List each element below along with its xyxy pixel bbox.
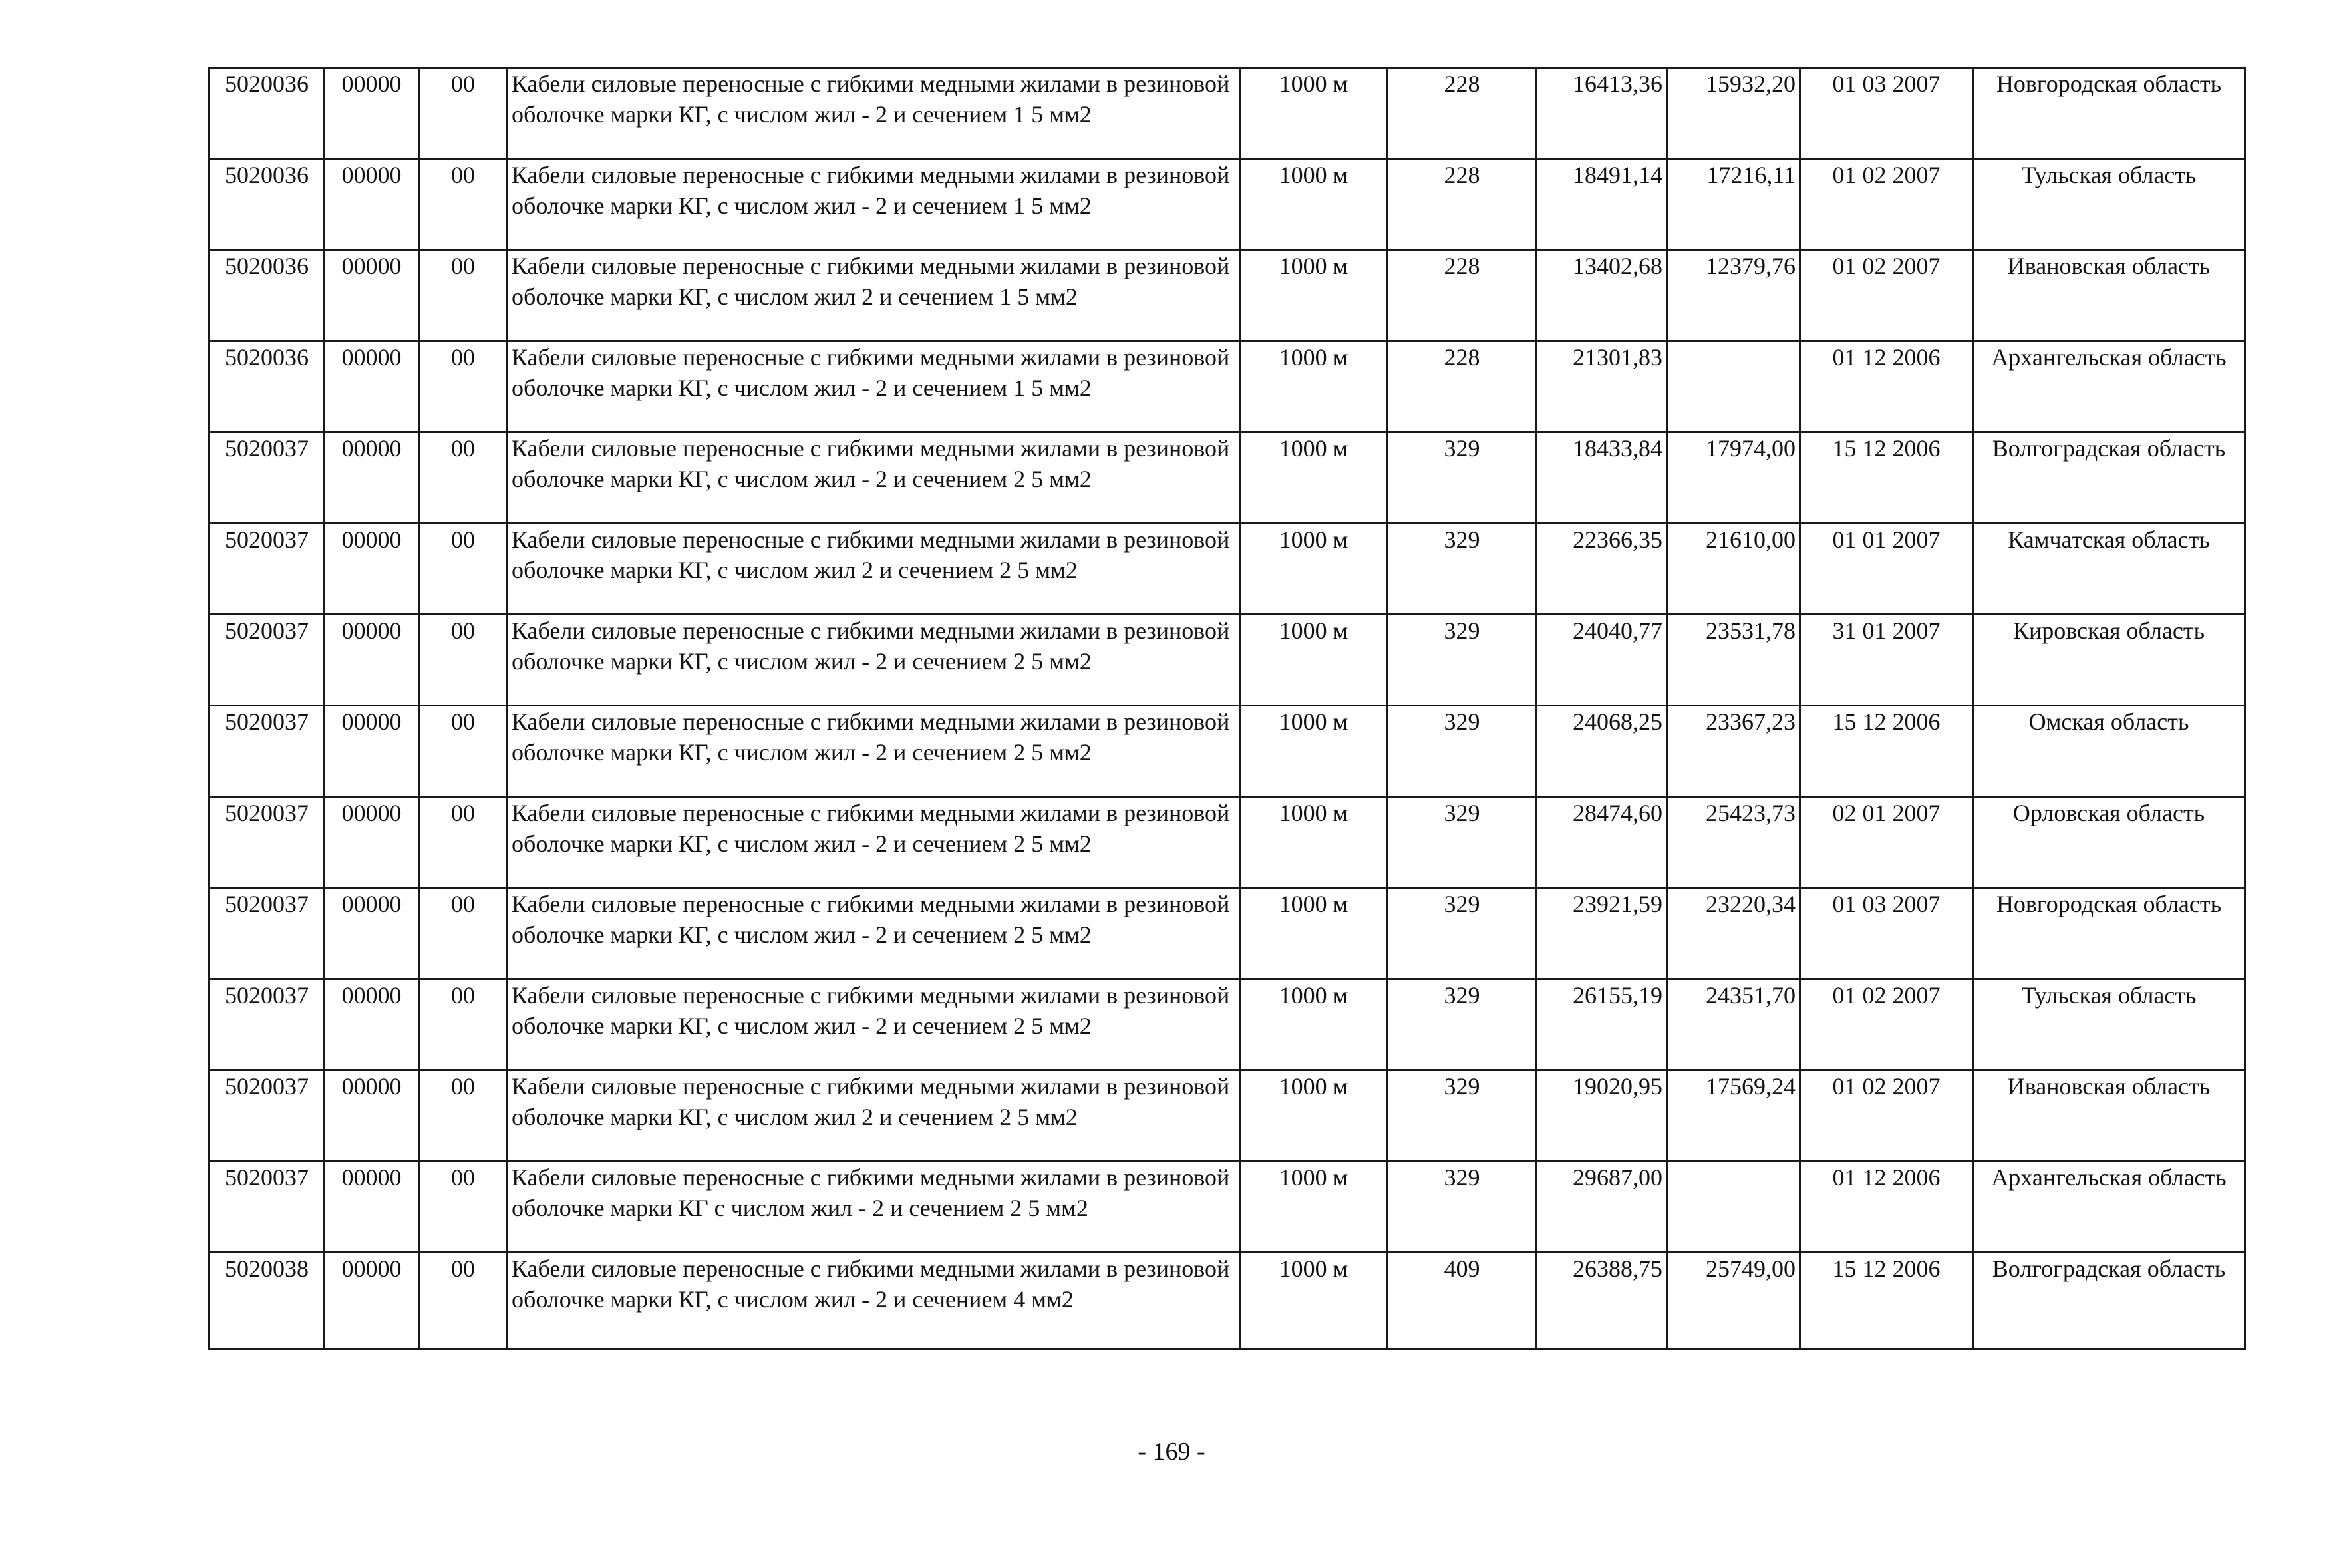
cell-price-1: 21301,83 [1537,341,1667,432]
cell-date: 01 02 2007 [1800,979,1973,1070]
cell-quantity: 329 [1388,797,1537,888]
table-row [210,615,2245,706]
cell-unit: 1000 м [1240,797,1388,888]
cell-code: 5020037 [210,1070,325,1162]
cell-quantity: 329 [1388,888,1537,979]
cell-subcode-2: 00 [419,615,508,706]
cell-date: 01 03 2007 [1800,68,1973,159]
cell-unit: 1000 м [1240,706,1388,797]
cell-unit: 1000 м [1240,159,1388,250]
cell-quantity: 329 [1388,615,1537,706]
cell-code: 5020036 [210,341,325,432]
cell-price-2: 17216,11 [1667,159,1800,250]
cell-product-name: Кабели силовые переносные с гибкими медными жилами в резиновой оболочке марки КГ, с числом жил - 2 и сечением 2 5 мм2 [508,979,1240,1070]
cell-code: 5020037 [210,797,325,888]
table-row [210,1070,2245,1162]
table-row [210,1162,2245,1253]
cell-subcode: 00000 [325,250,419,341]
cell-product-name: Кабели силовые переносные с гибкими медными жилами в резиновой оболочке марки КГ, с числом жил 2 и сечением 1 5 мм2 [508,250,1240,341]
cell-subcode: 00000 [325,615,419,706]
cell-product-name: Кабели силовые переносные с гибкими медными жилами в резиновой оболочке марки КГ, с числом жил - 2 и сечением 2 5 мм2 [508,615,1240,706]
table-row [210,1253,2245,1349]
cell-price-1: 26155,19 [1537,979,1667,1070]
cell-price-2: 15932,20 [1667,68,1800,159]
cell-subcode: 00000 [325,341,419,432]
cell-price-1: 18491,14 [1537,159,1667,250]
table-row [210,341,2245,432]
cell-region: Архангельская область [1973,341,2245,432]
cell-price-2: 23367,23 [1667,706,1800,797]
cell-subcode-2: 00 [419,432,508,524]
cell-product-name: Кабели силовые переносные с гибкими медными жилами в резиновой оболочке марки КГ, с числом жил 2 и сечением 2 5 мм2 [508,524,1240,615]
table-row [210,68,2245,159]
cell-date: 01 02 2007 [1800,1070,1973,1162]
cell-price-1: 23921,59 [1537,888,1667,979]
table-row [210,797,2245,888]
cell-price-2: 12379,76 [1667,250,1800,341]
table-row [210,888,2245,979]
price-table [208,67,2246,1350]
cell-price-1: 24068,25 [1537,706,1667,797]
cell-unit: 1000 м [1240,615,1388,706]
cell-quantity: 409 [1388,1253,1537,1349]
cell-quantity: 228 [1388,159,1537,250]
cell-unit: 1000 м [1240,341,1388,432]
cell-product-name: Кабели силовые переносные с гибкими медными жилами в резиновой оболочке марки КГ, с числом жил - 2 и сечением 2 5 мм2 [508,432,1240,524]
cell-price-1: 26388,75 [1537,1253,1667,1349]
cell-subcode-2: 00 [419,524,508,615]
table-row [210,432,2245,524]
cell-price-1: 29687,00 [1537,1162,1667,1253]
cell-price-1: 16413,36 [1537,68,1667,159]
cell-date: 01 02 2007 [1800,159,1973,250]
cell-subcode-2: 00 [419,797,508,888]
cell-price-2: 25423,73 [1667,797,1800,888]
cell-code: 5020036 [210,68,325,159]
cell-unit: 1000 м [1240,1070,1388,1162]
cell-subcode: 00000 [325,524,419,615]
cell-code: 5020036 [210,250,325,341]
cell-unit: 1000 м [1240,68,1388,159]
cell-product-name: Кабели силовые переносные с гибкими медными жилами в резиновой оболочке марки КГ, с числом жил - 2 и сечением 1 5 мм2 [508,159,1240,250]
cell-subcode-2: 00 [419,1253,508,1349]
cell-code: 5020037 [210,1162,325,1253]
cell-code: 5020037 [210,979,325,1070]
cell-quantity: 329 [1388,1070,1537,1162]
cell-region: Волгоградская область [1973,1253,2245,1349]
cell-code: 5020036 [210,159,325,250]
cell-subcode-2: 00 [419,1070,508,1162]
cell-region: Архангельская область [1973,1162,2245,1253]
cell-price-1: 13402,68 [1537,250,1667,341]
cell-quantity: 228 [1388,341,1537,432]
cell-region: Кировская область [1973,615,2245,706]
cell-region: Камчатская область [1973,524,2245,615]
cell-price-1: 28474,60 [1537,797,1667,888]
cell-date: 15 12 2006 [1800,1253,1973,1349]
cell-date: 01 03 2007 [1800,888,1973,979]
cell-subcode-2: 00 [419,1162,508,1253]
cell-subcode-2: 00 [419,68,508,159]
cell-region: Ивановская область [1973,250,2245,341]
cell-unit: 1000 м [1240,250,1388,341]
cell-date: 01 01 2007 [1800,524,1973,615]
cell-price-2: 17569,24 [1667,1070,1800,1162]
cell-code: 5020037 [210,615,325,706]
cell-product-name: Кабели силовые переносные с гибкими медными жилами в резиновой оболочке марки КГ, с числом жил - 2 и сечением 2 5 мм2 [508,797,1240,888]
cell-price-2 [1667,341,1800,432]
cell-unit: 1000 м [1240,979,1388,1070]
cell-subcode: 00000 [325,68,419,159]
cell-subcode: 00000 [325,979,419,1070]
cell-unit: 1000 м [1240,1253,1388,1349]
cell-price-1: 24040,77 [1537,615,1667,706]
cell-subcode: 00000 [325,159,419,250]
page-number: - 169 - [1138,1438,1205,1466]
cell-unit: 1000 м [1240,888,1388,979]
table-row [210,159,2245,250]
table-row [210,524,2245,615]
cell-price-2: 17974,00 [1667,432,1800,524]
table-row [210,250,2245,341]
cell-subcode-2: 00 [419,706,508,797]
cell-subcode: 00000 [325,888,419,979]
cell-unit: 1000 м [1240,432,1388,524]
cell-region: Ивановская область [1973,1070,2245,1162]
cell-price-1: 22366,35 [1537,524,1667,615]
cell-product-name: Кабели силовые переносные с гибкими медными жилами в резиновой оболочке марки КГ, с числом жил 2 и сечением 2 5 мм2 [508,1070,1240,1162]
cell-subcode-2: 00 [419,341,508,432]
cell-code: 5020038 [210,1253,325,1349]
cell-product-name: Кабели силовые переносные с гибкими медными жилами в резиновой оболочке марки КГ с числом жил - 2 и сечением 2 5 мм2 [508,1162,1240,1253]
cell-code: 5020037 [210,706,325,797]
cell-subcode: 00000 [325,1253,419,1349]
cell-region: Новгородская область [1973,68,2245,159]
cell-subcode-2: 00 [419,159,508,250]
cell-unit: 1000 м [1240,524,1388,615]
cell-subcode-2: 00 [419,888,508,979]
cell-date: 31 01 2007 [1800,615,1973,706]
cell-date: 01 12 2006 [1800,341,1973,432]
cell-date: 01 02 2007 [1800,250,1973,341]
cell-region: Омская область [1973,706,2245,797]
cell-quantity: 329 [1388,706,1537,797]
cell-code: 5020037 [210,432,325,524]
cell-product-name: Кабели силовые переносные с гибкими медными жилами в резиновой оболочке марки КГ, с числом жил - 2 и сечением 2 5 мм2 [508,888,1240,979]
cell-product-name: Кабели силовые переносные с гибкими медными жилами в резиновой оболочке марки КГ, с числом жил - 2 и сечением 1 5 мм2 [508,68,1240,159]
cell-price-2: 23220,34 [1667,888,1800,979]
cell-date: 02 01 2007 [1800,797,1973,888]
cell-date: 01 12 2006 [1800,1162,1973,1253]
cell-price-2: 24351,70 [1667,979,1800,1070]
cell-region: Волгоградская область [1973,432,2245,524]
cell-region: Тульская область [1973,159,2245,250]
cell-quantity: 228 [1388,68,1537,159]
cell-price-2: 21610,00 [1667,524,1800,615]
cell-quantity: 329 [1388,432,1537,524]
cell-code: 5020037 [210,888,325,979]
cell-price-2: 25749,00 [1667,1253,1800,1349]
table-row [210,706,2245,797]
cell-subcode: 00000 [325,432,419,524]
cell-quantity: 228 [1388,250,1537,341]
cell-subcode: 00000 [325,1162,419,1253]
cell-quantity: 329 [1388,1162,1537,1253]
cell-subcode: 00000 [325,797,419,888]
cell-date: 15 12 2006 [1800,432,1973,524]
cell-price-1: 19020,95 [1537,1070,1667,1162]
cell-subcode: 00000 [325,706,419,797]
cell-product-name: Кабели силовые переносные с гибкими медными жилами в резиновой оболочке марки КГ, с числом жил - 2 и сечением 2 5 мм2 [508,706,1240,797]
cell-product-name: Кабели силовые переносные с гибкими медными жилами в резиновой оболочке марки КГ, с числом жил - 2 и сечением 1 5 мм2 [508,341,1240,432]
cell-quantity: 329 [1388,524,1537,615]
cell-subcode: 00000 [325,1070,419,1162]
cell-price-2: 23531,78 [1667,615,1800,706]
cell-unit: 1000 м [1240,1162,1388,1253]
cell-price-2 [1667,1162,1800,1253]
cell-date: 15 12 2006 [1800,706,1973,797]
cell-region: Новгородская область [1973,888,2245,979]
cell-region: Орловская область [1973,797,2245,888]
cell-subcode-2: 00 [419,250,508,341]
cell-product-name: Кабели силовые переносные с гибкими медными жилами в резиновой оболочке марки КГ, с числом жил - 2 и сечением 4 мм2 [508,1253,1240,1349]
cell-subcode-2: 00 [419,979,508,1070]
cell-code: 5020037 [210,524,325,615]
cell-quantity: 329 [1388,979,1537,1070]
table-row [210,979,2245,1070]
cell-region: Тульская область [1973,979,2245,1070]
cell-price-1: 18433,84 [1537,432,1667,524]
